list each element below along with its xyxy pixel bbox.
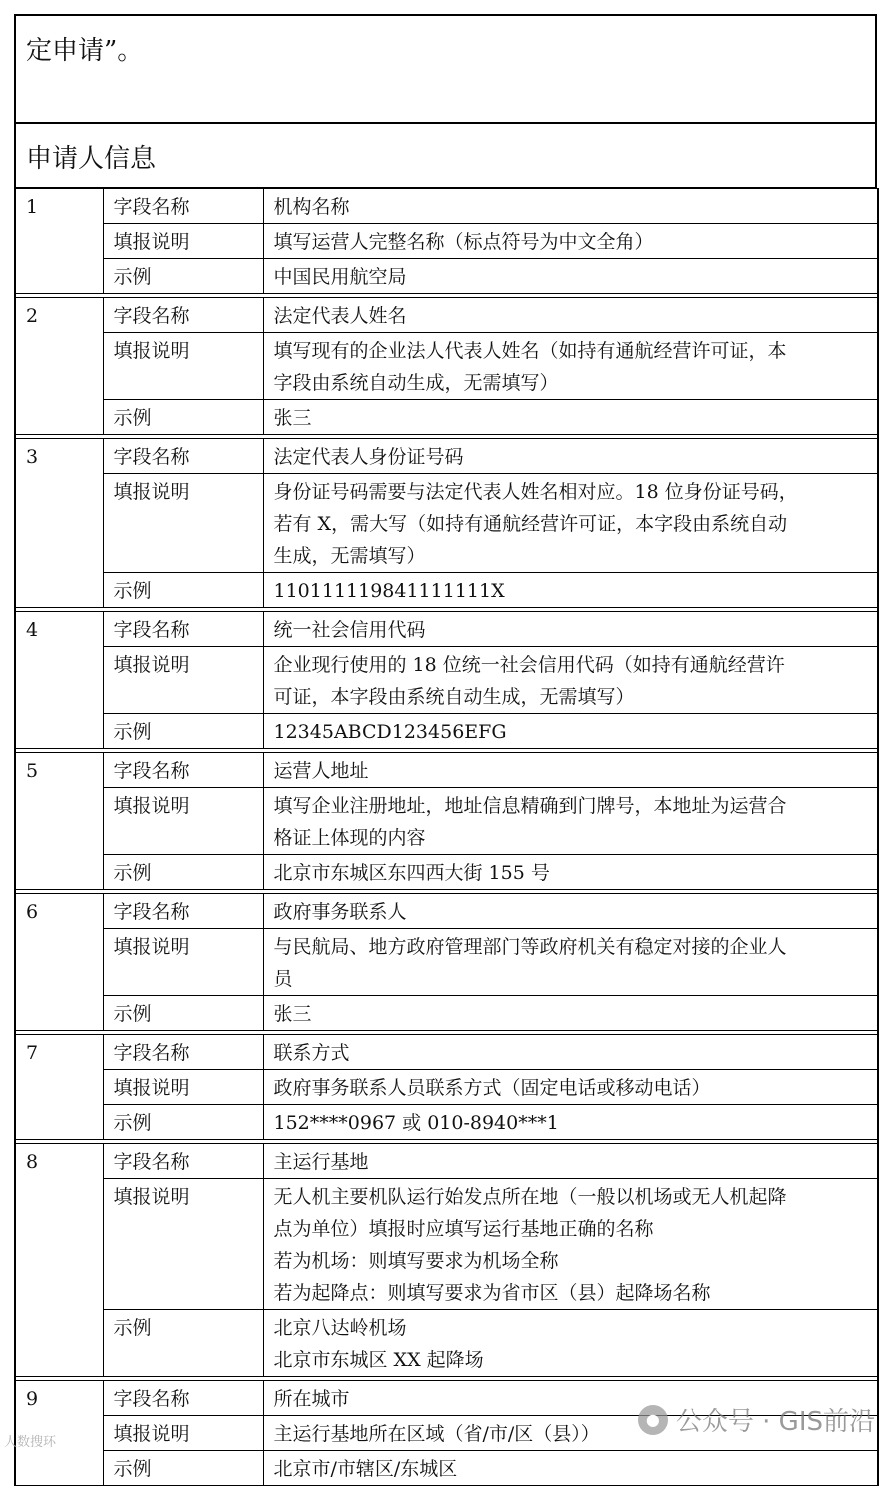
- table-row: [15, 996, 878, 1031]
- row-number: 5: [15, 753, 103, 890]
- desc-label: 填报说明: [103, 474, 263, 573]
- desc-line: 若有 X，需大写（如持有通航经营许可证，本字段由系统自动: [273, 513, 788, 535]
- field-label: 字段名称: [103, 753, 263, 788]
- table-row: [15, 894, 878, 929]
- row-number: 6: [15, 894, 103, 1031]
- field-value: 法定代表人姓名: [263, 298, 878, 333]
- small-watermark: 人数搜环: [4, 1435, 57, 1450]
- desc-line: 若为起降点：则填写要求为省市区（县）起降场名称: [273, 1282, 711, 1304]
- table-row: [15, 753, 878, 788]
- top-text-box: [14, 14, 877, 118]
- example-label: 示例: [103, 573, 263, 608]
- table-row: [15, 647, 878, 714]
- desc-line: 生成，无需填写）: [273, 545, 426, 567]
- desc-line: 填写运营人完整名称（标点符号为中文全角）: [273, 231, 654, 253]
- desc-label: 填报说明: [103, 1416, 263, 1451]
- desc-value: [263, 1179, 878, 1310]
- table-row: [15, 189, 878, 224]
- desc-label: 填报说明: [103, 647, 263, 714]
- document: [14, 14, 877, 1486]
- row-number: 8: [15, 1144, 103, 1377]
- row-number: 2: [15, 298, 103, 435]
- example-label: 示例: [103, 259, 263, 294]
- field-value: 统一社会信用代码: [263, 612, 878, 647]
- field-value: 联系方式: [263, 1035, 878, 1070]
- example-value: [263, 1310, 878, 1377]
- table-row: [15, 788, 878, 855]
- example-line: 张三: [273, 1003, 312, 1025]
- example-label: 示例: [103, 1310, 263, 1377]
- table-row: [15, 439, 878, 474]
- desc-label: 填报说明: [103, 333, 263, 400]
- desc-line: 政府事务联系人员联系方式（固定电话或移动电话）: [273, 1077, 711, 1099]
- example-line: 北京市东城区 XX 起降场: [273, 1349, 484, 1371]
- desc-line: 主运行基地所在区域（省/市/区（县））: [273, 1423, 600, 1445]
- field-label: 字段名称: [103, 189, 263, 224]
- table-row: [15, 612, 878, 647]
- example-value: [263, 855, 878, 890]
- desc-line: 与民航局、地方政府管理部门等政府机关有稳定对接的企业人: [273, 936, 787, 958]
- wechat-icon: ●: [638, 1405, 668, 1435]
- row-number: 1: [15, 189, 103, 294]
- desc-line: 格证上体现的内容: [273, 827, 426, 849]
- table-row: [15, 1310, 878, 1377]
- field-label: 字段名称: [103, 894, 263, 929]
- table-row: [15, 573, 878, 608]
- field-value: 运营人地址: [263, 753, 878, 788]
- table-row: [15, 474, 878, 573]
- table-row: [15, 224, 878, 259]
- table-row: [15, 714, 878, 749]
- example-line: 北京八达岭机场: [273, 1317, 407, 1339]
- desc-label: 填报说明: [103, 224, 263, 259]
- field-label: 字段名称: [103, 1144, 263, 1179]
- desc-value: [263, 1070, 878, 1105]
- table-row: [15, 259, 878, 294]
- example-value: [263, 996, 878, 1031]
- example-line: 张三: [273, 407, 312, 429]
- desc-line: 身份证号码需要与法定代表人姓名相对应。18 位身份证号码，: [273, 481, 798, 503]
- example-line: 152****0967 或 010-8940***1: [273, 1112, 559, 1134]
- field-label: 字段名称: [103, 612, 263, 647]
- example-value: [263, 259, 878, 294]
- field-label: 字段名称: [103, 1381, 263, 1416]
- row-number: 4: [15, 612, 103, 749]
- row-number: 3: [15, 439, 103, 608]
- desc-line: 企业现行使用的 18 位统一社会信用代码（如持有通航经营许: [273, 654, 785, 676]
- desc-value: [263, 333, 878, 400]
- example-line: 北京市东城区东四西大街 155 号: [273, 862, 550, 884]
- watermark-text: 公众号 · GIS前沿: [675, 1407, 875, 1437]
- section-title: 申请人信息: [26, 144, 157, 174]
- desc-value: [263, 647, 878, 714]
- table-row: [15, 929, 878, 996]
- watermark: [638, 1401, 875, 1438]
- desc-line: 点为单位）填报时应填写运行基地正确的名称: [273, 1218, 654, 1240]
- table-row: [15, 1144, 878, 1179]
- section-header: [14, 122, 877, 188]
- example-line: 中国民用航空局: [273, 266, 407, 288]
- desc-label: 填报说明: [103, 788, 263, 855]
- desc-label: 填报说明: [103, 929, 263, 996]
- field-value: 所在城市: [263, 1381, 878, 1416]
- applicant-info-table: [14, 188, 879, 1486]
- table-row: [15, 333, 878, 400]
- field-value: 主运行基地: [263, 1144, 878, 1179]
- table-row: [15, 1179, 878, 1310]
- field-label: 字段名称: [103, 439, 263, 474]
- desc-line: 可证，本字段由系统自动生成，无需填写）: [273, 686, 635, 708]
- desc-line: 无人机主要机队运行始发点所在地（一般以机场或无人机起降: [273, 1186, 787, 1208]
- table-row: [15, 1105, 878, 1140]
- top-text: 定申请”。: [26, 36, 144, 66]
- field-label: 字段名称: [103, 298, 263, 333]
- example-value: [263, 573, 878, 608]
- desc-line: 填写现有的企业法人代表人姓名（如持有通航经营许可证，本: [273, 340, 787, 362]
- desc-line: 员: [273, 968, 293, 990]
- example-label: 示例: [103, 714, 263, 749]
- example-value: [263, 714, 878, 749]
- example-value: [263, 1105, 878, 1140]
- desc-line: 填写企业注册地址，地址信息精确到门牌号，本地址为运营合: [273, 795, 787, 817]
- desc-value: [263, 224, 878, 259]
- desc-label: 填报说明: [103, 1179, 263, 1310]
- table-row: [15, 855, 878, 890]
- example-line: 北京市/市辖区/东城区: [273, 1458, 458, 1480]
- example-label: 示例: [103, 400, 263, 435]
- field-label: 字段名称: [103, 1035, 263, 1070]
- desc-line: 若为机场：则填写要求为机场全称: [273, 1250, 559, 1272]
- example-line: 12345ABCD123456EFG: [273, 721, 507, 743]
- desc-line: 字段由系统自动生成，无需填写）: [273, 372, 559, 394]
- desc-value: [263, 929, 878, 996]
- example-label: 示例: [103, 996, 263, 1031]
- example-label: 示例: [103, 855, 263, 890]
- example-label: 示例: [103, 1105, 263, 1140]
- row-number: 9: [15, 1381, 103, 1486]
- desc-value: [263, 788, 878, 855]
- example-line: 110111119841111111X: [273, 580, 505, 602]
- field-value: 法定代表人身份证号码: [263, 439, 878, 474]
- table-row: [15, 400, 878, 435]
- example-label: 示例: [103, 1451, 263, 1486]
- desc-value: [263, 474, 878, 573]
- table-row: [15, 1035, 878, 1070]
- row-number: 7: [15, 1035, 103, 1140]
- table-row: [15, 298, 878, 333]
- example-value: [263, 400, 878, 435]
- table-row: [15, 1070, 878, 1105]
- field-value: 政府事务联系人: [263, 894, 878, 929]
- desc-label: 填报说明: [103, 1070, 263, 1105]
- field-value: 机构名称: [263, 189, 878, 224]
